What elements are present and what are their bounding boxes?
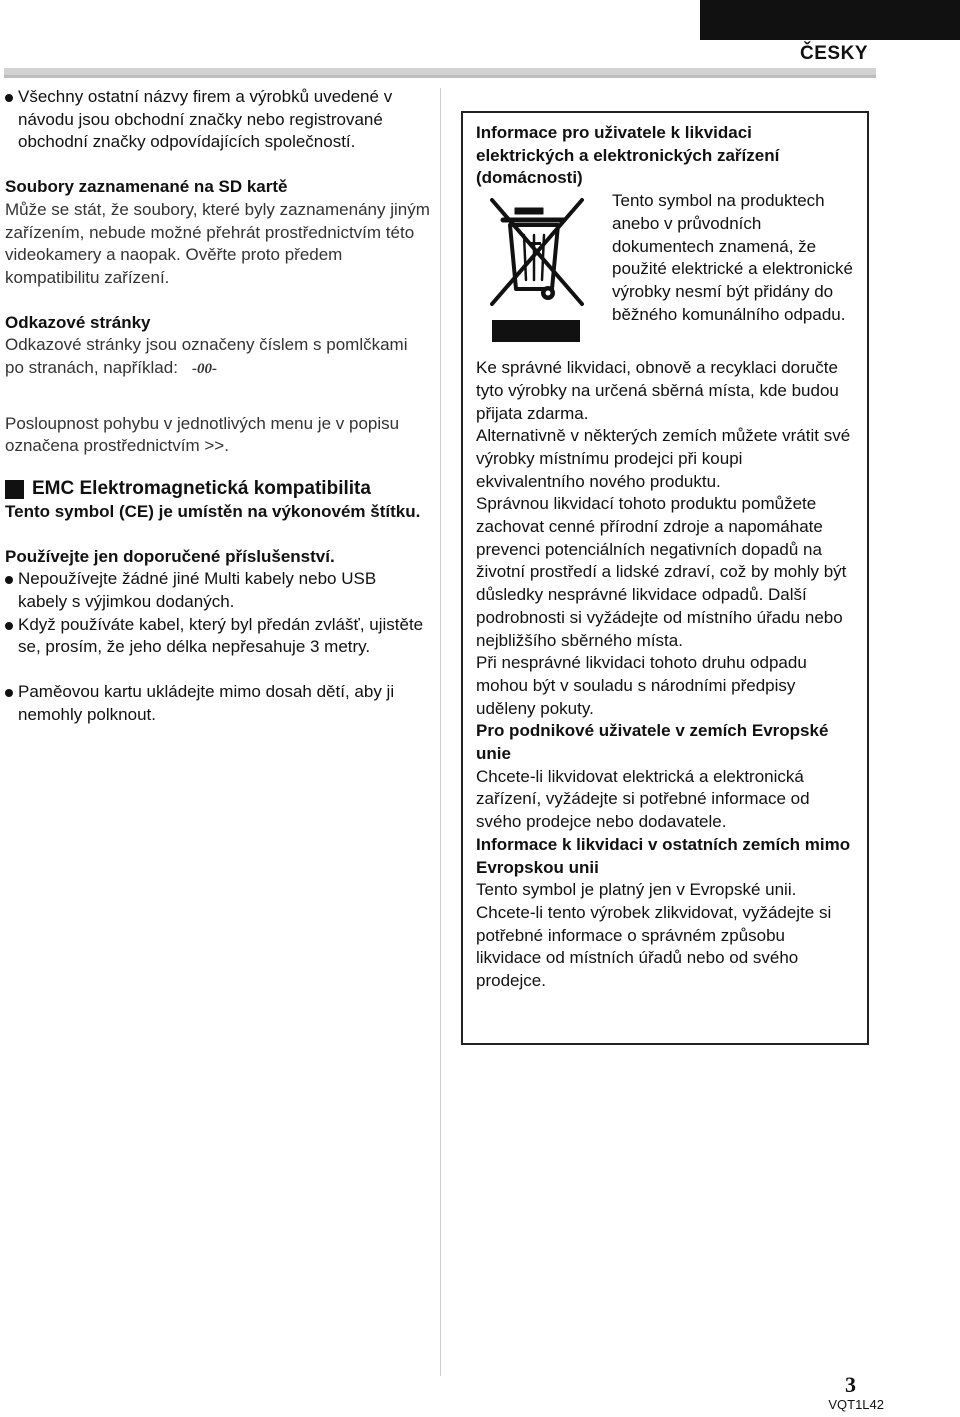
accessories-bullet <box>5 568 430 613</box>
disposal-paragraph: Správnou likvidací tohoto produktu pomůžete zachovat cenné přírodní zdroje a napomáhate prevenci potenciálních negativních dopadů na životní prostředí a lidské zdraví, což by mohly být důsledky nesprávné likvidace odpadů. Další podrobnosti si vyžádejte od místního úřadu nebo nejbližšího sběrného místa. <box>476 494 847 650</box>
model-code: VQT1L42 <box>828 1397 884 1412</box>
business-heading: Pro podnikové uživatele v zemích Evropské unie <box>476 721 829 764</box>
menu-text: Posloupnost pohybu v jednotlivých menu je v popisu označena prostřednictvím >>. <box>5 413 400 456</box>
language-label: ČESKY <box>800 43 868 64</box>
accessories-bullet-text: Nepoužívejte žádné jiné Multi kabely nebo USB kabely s výjimkou dodaných. <box>18 569 377 611</box>
trademark-note <box>5 86 430 154</box>
outside-eu-heading: Informace k likvidaci v ostatních zemích mimo Evropskou unii <box>476 834 851 877</box>
left-column <box>5 86 430 726</box>
bullet-icon <box>5 576 13 584</box>
symbol-area <box>476 190 853 357</box>
ref-text: Odkazové stránky jsou označeny číslem s pomlčkami po stranách, například: <box>5 335 408 378</box>
disposal-paragraph: Při nesprávné likvidaci tohoto druhu odpadu mohou být v souladu s národními předpisy uděleny pokuty. <box>476 653 807 718</box>
card-bullet-text: Paměovou kartu ukládejte mimo dosah dětí, aby ji nemohly polknout. <box>18 682 395 724</box>
ref-paragraph <box>5 334 430 380</box>
header-rule <box>4 68 876 78</box>
emc-subheading: Tento symbol (CE) je umístěn na výkonovém štítku. <box>5 501 421 521</box>
bullet-icon <box>5 689 13 697</box>
square-icon <box>5 480 24 499</box>
emc-heading <box>5 478 430 501</box>
accessories-heading: Používejte jen doporučené příslušenství. <box>5 546 335 566</box>
emc-heading-text: EMC Elektromagnetická kompatibilita <box>32 478 371 500</box>
disposal-heading: Informace pro uživatele k likvidaci elektrických a elektronických zařízení (domácnosti) <box>476 123 780 188</box>
ref-heading: Odkazové stránky <box>5 312 151 332</box>
business-text: Chcete-li likvidovat elektrická a elektronická zařízení, vyžádejte si potřebné informace od svého prodejce nebo dodavatele. <box>476 766 810 832</box>
outside-eu-text: Tento symbol je platný jen v Evropské unii. Chcete-li tento výrobek zlikvidovat, vyžádejte si potřebné informace o správném způsobu likvidace od místních úřadů nebo od svého prodejce. <box>476 880 832 991</box>
accessories-bullet-text: Když používáte kabel, který byl předán zvlášť, ujistěte se, prosím, že jeho délka nepřesahuje 3 metry. <box>18 614 424 657</box>
accessories-bullet <box>5 614 430 659</box>
ref-sample: -00- <box>191 361 217 378</box>
bullet-icon <box>5 622 13 630</box>
column-divider <box>440 88 441 1376</box>
sd-heading: Soubory zaznamenané na SD kartě <box>5 177 288 197</box>
page-number: 3 <box>845 1372 856 1397</box>
crossed-out-wheelie-bin-icon <box>484 194 594 342</box>
language-tab <box>700 0 960 40</box>
disposal-paragraph: Alternativně v některých zemích můžete vrátit své výrobky místnímu prodejci při koupi ekvivalentního nového produktu. <box>476 426 851 491</box>
disposal-paragraph: Ke správné likvidaci, obnově a recyklaci doručte tyto výrobky na určená sběrná místa, kde budou přijata zdarma. <box>476 358 839 423</box>
bullet-icon <box>5 94 13 102</box>
sd-text: Může se stát, že soubory, které byly zaznamenány jiným zařízením, nebude možné přehrát prostřednictvím této videokamery a naopak. Ověřte proto předem kompatibilitu zařízení. <box>5 199 430 287</box>
disposal-info-box <box>461 111 869 1045</box>
symbol-text: Tento symbol na produktech anebo v průvodních dokumentech znamená, že použité elektrické a elektronické výrobky nesmí být přidány do běžného komunálního odpadu. <box>612 191 853 324</box>
trademark-text: Všechny ostatní názvy firem a výrobků uvedené v návodu jsou obchodní značky nebo registrované obchodní značky odpovídajících společností. <box>18 87 393 152</box>
card-bullet <box>5 681 430 726</box>
